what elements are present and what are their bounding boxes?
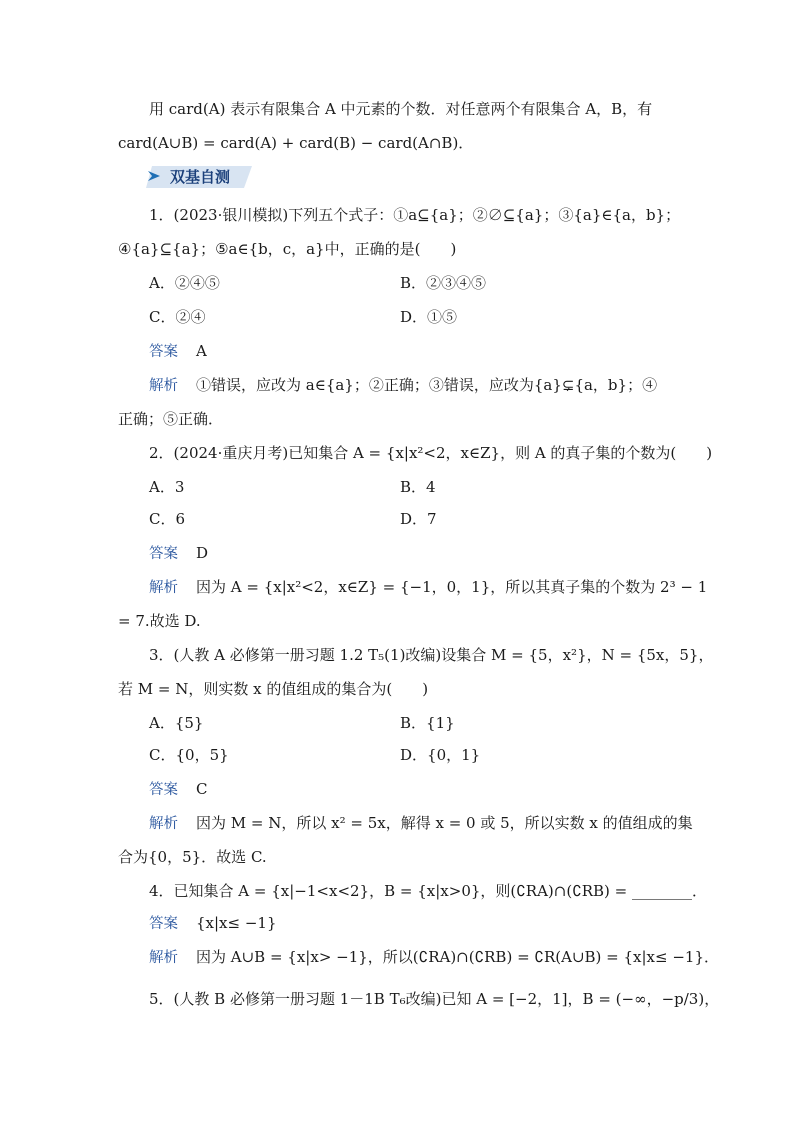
q1-analysis-line-2: 正确；⑤正确．	[118, 410, 224, 428]
q3-stem-line-2: 若 M = N，则实数 x 的值组成的集合为( )	[118, 680, 429, 698]
analysis-label: 解析	[149, 378, 178, 394]
q3-answer	[149, 778, 207, 801]
analysis-label: 解析	[149, 950, 178, 966]
q5-stem-line-1: 5．(人教 B 必修第一册习题 1－1B T₆改编)已知 A = [−2，1]，B = (−∞，−p/3)，	[149, 990, 720, 1008]
q3-analysis-line-1	[149, 812, 693, 835]
analysis-label: 解析	[149, 580, 178, 596]
q2-answer-value: D	[196, 544, 209, 562]
q3-analysis-text-1: 因为 M = N，所以 x² = 5x，解得 x = 0 或 5，所以实数 x 的值组成的集	[196, 814, 693, 832]
q1-answer	[149, 340, 207, 363]
q2-answer	[149, 542, 208, 565]
q1-option-d: D．①⑤	[400, 308, 458, 326]
q2-stem-line-1: 2．(2024·重庆月考)已知集合 A = {x|x²<2，x∈Z}，则 A 的真子集的个数为( )	[149, 444, 713, 462]
q1-option-b: B．②③④⑤	[400, 274, 487, 292]
q1-option-c: C．②④	[149, 308, 206, 326]
q3-option-c: C．{0，5}	[149, 746, 229, 764]
q2-analysis-line-2: = 7.故选 D.	[118, 612, 201, 630]
q4-answer	[149, 912, 277, 935]
q1-stem-line-1: 1．(2023·银川模拟)下列五个式子：①a⊆{a}；②∅⊆{a}；③{a}∈{a，b}；	[149, 206, 681, 224]
answer-label: 答案	[149, 344, 178, 360]
intro-line-2: card(A∪B) = card(A) + card(B) − card(A∩B)．	[118, 134, 474, 152]
q3-option-a: A．{5}	[149, 714, 204, 732]
q3-stem-line-1: 3．(人教 A 必修第一册习题 1.2 T₅(1)改编)设集合 M = {5，x²}，N = {5x，5}，	[149, 646, 714, 664]
q2-analysis-text-1: 因为 A = {x|x²<2，x∈Z} = {−1，0，1}，所以其真子集的个数为 2³ − 1	[196, 578, 708, 596]
answer-label: 答案	[149, 782, 178, 798]
q1-stem-line-2: ④{a}⊆{a}；⑤a∈{b，c，a}中，正确的是( )	[118, 240, 457, 258]
q1-analysis-line-1	[149, 374, 657, 397]
q2-option-a: A．3	[149, 478, 185, 496]
q4-analysis-text-1: 因为 A∪B = {x|x> −1}，所以(∁RA)∩(∁RB) = ∁R(A∪B) = {x|x≤ −1}．	[196, 948, 719, 966]
section-title: 双基自测	[170, 168, 231, 186]
q2-option-c: C．6	[149, 510, 186, 528]
q3-option-d: D．{0，1}	[400, 746, 481, 764]
q1-analysis-text-1: ①错误，应改为 a∈{a}；②正确；③错误，应改为{a}⊊{a，b}；④	[196, 376, 658, 394]
q3-analysis-line-2: 合为{0，5}．故选 C.	[118, 848, 267, 866]
q1-option-a: A．②④⑤	[149, 274, 220, 292]
answer-label: 答案	[149, 916, 178, 932]
q4-answer-value: {x|x≤ −1}	[196, 914, 277, 932]
answer-label: 答案	[149, 546, 178, 562]
q4-stem-line-1: 4．已知集合 A = {x|−1<x<2}，B = {x|x>0}，则(∁RA)∩(∁RB) = ________．	[149, 882, 708, 900]
section-banner	[146, 164, 252, 190]
q4-analysis-line-1	[149, 946, 719, 969]
q3-option-b: B．{1}	[400, 714, 455, 732]
analysis-label: 解析	[149, 816, 178, 832]
q2-option-b: B．4	[400, 478, 436, 496]
q3-answer-value: C	[196, 780, 208, 798]
q1-answer-value: A	[196, 342, 207, 360]
q2-option-d: D．7	[400, 510, 437, 528]
intro-line-1: 用 card(A) 表示有限集合 A 中元素的个数．对任意两个有限集合 A，B，有	[149, 100, 653, 118]
q2-analysis-line-1	[149, 576, 707, 599]
